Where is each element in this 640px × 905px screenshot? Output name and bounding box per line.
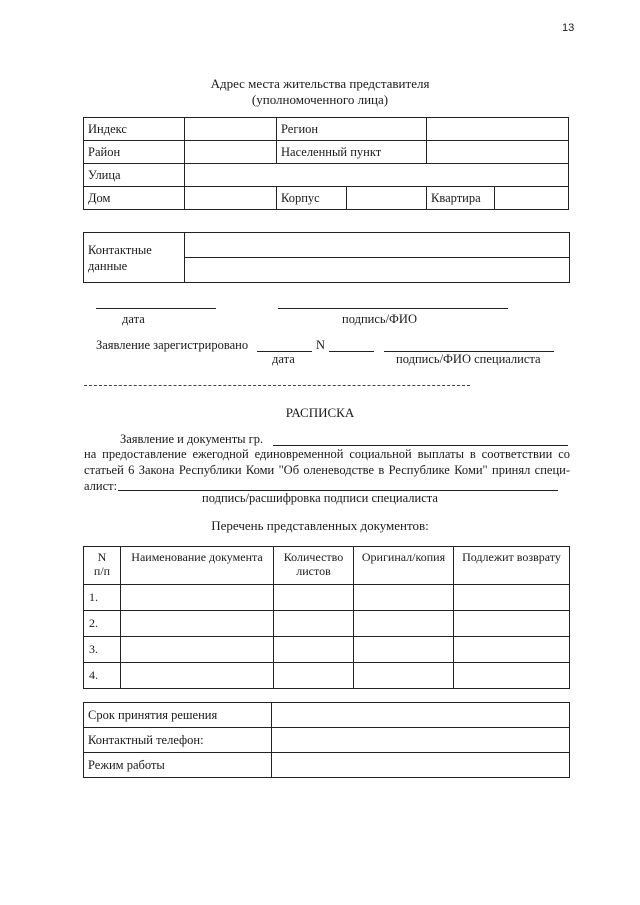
settlement-field[interactable] [427,141,569,164]
row-number: 4. [84,663,121,689]
row-return-field[interactable] [454,585,570,611]
phone-label: Контактный телефон: [84,728,272,753]
row-number: 3. [84,637,121,663]
building-label: Корпус [277,187,347,210]
address-title [0,76,640,108]
col-number-line2: п/п [93,564,111,578]
info-table [83,702,570,778]
row-original-field[interactable] [354,637,454,663]
row-return-field[interactable] [454,637,570,663]
index-label: Индекс [84,118,185,141]
house-label: Дом [84,187,185,210]
address-title-line1: Адрес места жительства представителя [210,76,430,91]
registration-number-line[interactable] [329,351,374,352]
settlement-label: Населенный пункт [277,141,427,164]
phone-field[interactable] [272,728,570,753]
contacts-label-line1: Контактные [88,242,152,257]
address-row-house [84,187,569,210]
col-original: Оригинал/копия [354,547,454,585]
address-row-street [84,164,569,187]
table-row [84,637,570,663]
decision-term-field[interactable] [272,703,570,728]
row-count-field[interactable] [274,585,354,611]
row-name-field[interactable] [121,637,274,663]
house-field[interactable] [185,187,277,210]
district-label: Район [84,141,185,164]
documents-list-title: Перечень представленных документов: [211,518,429,533]
page-number: 13 [562,22,575,34]
row-return-field[interactable] [454,611,570,637]
signature-line[interactable] [278,308,508,309]
address-row-district [84,141,569,164]
row-return-field[interactable] [454,663,570,689]
street-field[interactable] [185,164,569,187]
table-row [84,663,570,689]
address-title-line2: (уполномоченного лица) [251,92,389,107]
receipt-line1: Заявление и документы гр. [120,432,264,446]
col-count-line2: листов [296,564,331,578]
registration-date-caption: дата [272,352,295,366]
row-number: 2. [84,611,121,637]
contacts-field-1[interactable] [185,233,570,258]
index-field[interactable] [185,118,277,141]
apartment-label: Квартира [427,187,495,209]
decision-term-label: Срок принятия решения [84,703,272,728]
receipt-line2: на предоставление ежегодной единовременной социальной выплаты в соответствии со [84,447,570,461]
apartment-cell [427,187,569,210]
table-row [84,611,570,637]
signature-caption: подпись/ФИО [342,312,417,326]
building-field[interactable] [347,187,427,210]
col-return: Подлежит возврату [454,547,570,585]
contacts-field-2[interactable] [185,258,570,283]
col-count [274,547,354,585]
row-original-field[interactable] [354,663,454,689]
receipt-line3: статьей 6 Закона Республики Коми "Об оленеводстве в Республике Коми" принял специ- [84,463,570,477]
row-count-field[interactable] [274,663,354,689]
contacts-table [83,232,570,283]
col-count-line1: Количество [283,550,344,564]
receipt-line4: алист: [84,479,118,493]
address-table [83,117,569,210]
documents-header-row [84,547,570,585]
schedule-field[interactable] [272,753,570,778]
table-row [84,585,570,611]
row-name-field[interactable] [121,663,274,689]
row-name-field[interactable] [121,611,274,637]
col-name: Наименование документа [121,547,274,585]
date-line[interactable] [96,308,216,309]
row-original-field[interactable] [354,611,454,637]
documents-table [83,546,570,689]
region-label: Регион [277,118,427,141]
row-original-field[interactable] [354,585,454,611]
region-field[interactable] [427,118,569,141]
district-field[interactable] [185,141,277,164]
receipt-signature-caption: подпись/расшифровка подписи специалиста [202,491,438,505]
col-number-line1: N [97,550,107,564]
receipt-title: РАСПИСКА [285,405,355,420]
contacts-label [84,233,185,283]
date-caption: дата [122,312,145,326]
registration-specialist-caption: подпись/ФИО специалиста [396,352,541,366]
contacts-label-line2: данные [88,258,128,273]
schedule-label: Режим работы [84,753,272,778]
registration-text: Заявление зарегистрировано [96,338,249,352]
row-name-field[interactable] [121,585,274,611]
registration-number-label: N [316,338,326,352]
col-number [84,547,121,585]
row-count-field[interactable] [274,637,354,663]
address-row-index [84,118,569,141]
street-label: Улица [84,164,185,187]
row-number: 1. [84,585,121,611]
apartment-field[interactable] [495,187,568,209]
row-count-field[interactable] [274,611,354,637]
cut-line [84,385,470,386]
